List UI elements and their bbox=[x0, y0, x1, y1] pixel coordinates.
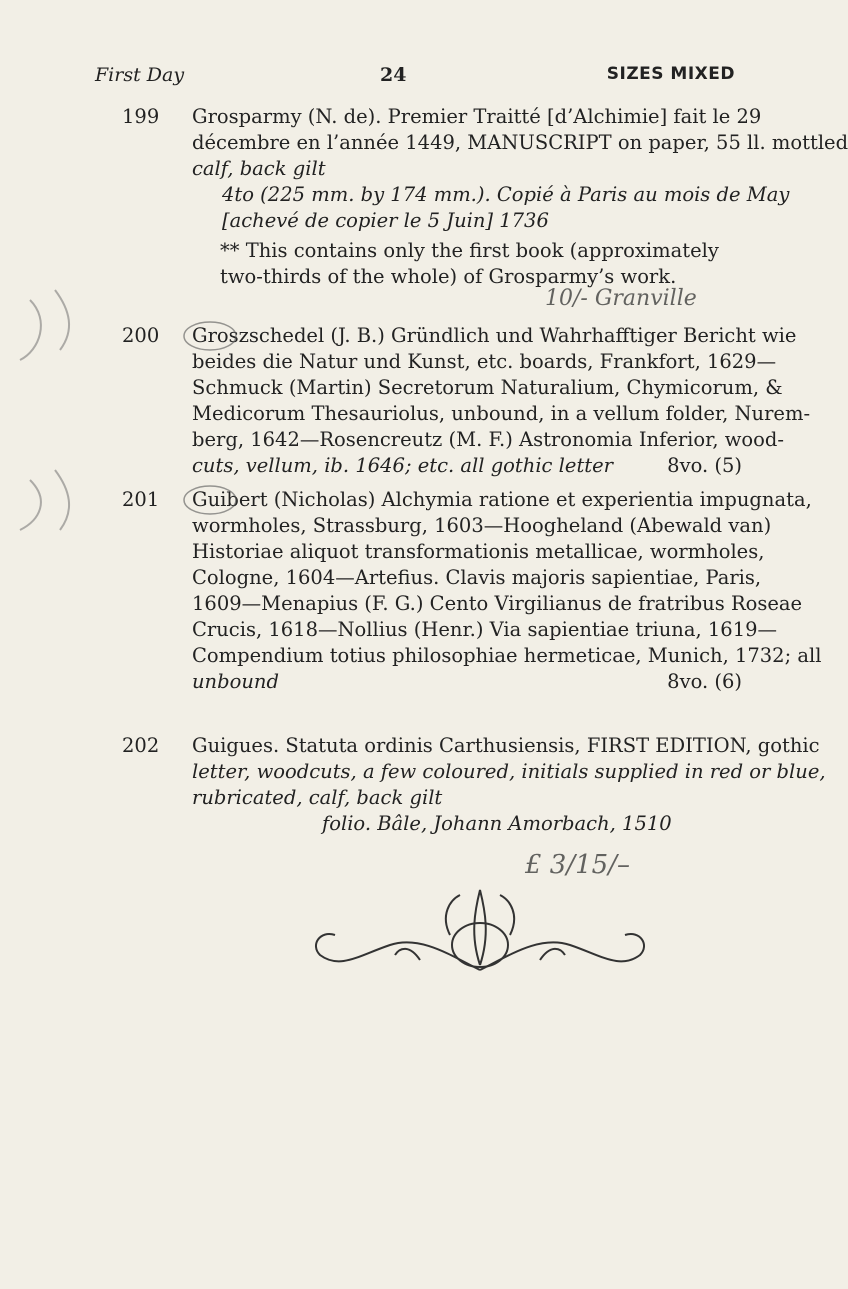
lot-line: cuts, vellum, ib. 1646; etc. all gothic letter bbox=[192, 454, 613, 477]
lot-line: Historiae aliquot transformationis metallicae, wormholes, bbox=[192, 540, 765, 563]
lot-line: Schmuck (Martin) Secretorum Naturalium, Chymicorum, & bbox=[192, 376, 783, 399]
lot-line: décembre en l’année 1449, MANUSCRIPT on paper, 55 ll. mottled bbox=[192, 131, 848, 154]
lot-line: Crucis, 1618—Nollius (Henr.) Via sapientiae triuna, 1619— bbox=[192, 618, 778, 641]
lot-line: Medicorum Thesauriolus, unbound, in a vellum folder, Nurem- bbox=[192, 402, 811, 425]
margin-mark-201 bbox=[20, 470, 69, 530]
header-section: SIZES MIXED bbox=[606, 64, 735, 84]
lot-size: 8vo. (5) bbox=[667, 454, 742, 477]
lot-line: 4to (225 mm. by 174 mm.). Copié à Paris au mois de May bbox=[222, 183, 790, 206]
lot-number: 200 bbox=[122, 324, 160, 347]
lot-line: beides die Natur und Kunst, etc. boards, Frankfort, 1629— bbox=[192, 350, 777, 373]
decorative-ornament bbox=[300, 875, 660, 980]
lot-line: rubricated, calf, back gilt bbox=[192, 786, 443, 809]
lot-line: Guigues. Statuta ordinis Carthusiensis, FIRST EDITION, gothic bbox=[192, 734, 820, 757]
lot-number: 201 bbox=[122, 488, 160, 511]
handwritten-annotation-199: 10/- Granville bbox=[545, 286, 697, 311]
lot-line: Cologne, 1604—Artefius. Clavis majoris sapientiae, Paris, bbox=[192, 566, 762, 589]
lot-line: Grosparmy (N. de). Premier Traitté [d’Alchimie] fait le 29 bbox=[192, 105, 762, 128]
lot-201 bbox=[122, 487, 822, 695]
lot-size: 8vo. (6) bbox=[667, 670, 742, 693]
handwritten-price-202: £ 3/15/– bbox=[525, 850, 630, 880]
page-number: 24 bbox=[380, 64, 407, 86]
lot-line: berg, 1642—Rosencreutz (M. F.) Astronomia Inferior, wood- bbox=[192, 428, 784, 451]
lot-199-note: ** This contains only the first book (approximately two-thirds of the whole) of Grosparmy’s work. bbox=[220, 239, 719, 288]
lot-number: 202 bbox=[122, 734, 160, 757]
lot-line: 1609—Menapius (F. G.) Cento Virgilianus de fratribus Roseae bbox=[192, 592, 803, 615]
lot-199 bbox=[122, 104, 848, 234]
lot-line: unbound bbox=[192, 670, 279, 693]
lot-line: [achevé de copier le 5 Juin] 1736 bbox=[222, 209, 549, 232]
lot-line: calf, back gilt bbox=[192, 157, 326, 180]
lot-line: Guibert (Nicholas) Alchymia ratione et experientia impugnata, bbox=[192, 488, 812, 511]
lot-line: Groszschedel (J. B.) Gründlich und Wahrhafftiger Bericht wie bbox=[192, 324, 797, 347]
lot-202 bbox=[122, 733, 826, 837]
lot-line: Compendium totius philosophiae hermeticae, Munich, 1732; all bbox=[192, 644, 822, 667]
header-day: First Day bbox=[95, 64, 185, 86]
lot-200 bbox=[122, 323, 811, 479]
margin-mark-200 bbox=[20, 290, 69, 360]
lot-line: letter, woodcuts, a few coloured, initials supplied in red or blue, bbox=[192, 760, 826, 783]
lot-line: wormholes, Strassburg, 1603—Hoogheland (Abewald van) bbox=[192, 514, 772, 537]
lot-number: 199 bbox=[122, 105, 160, 128]
running-header bbox=[95, 64, 735, 90]
lot-line: folio. Bâle, Johann Amorbach, 1510 bbox=[322, 812, 672, 835]
